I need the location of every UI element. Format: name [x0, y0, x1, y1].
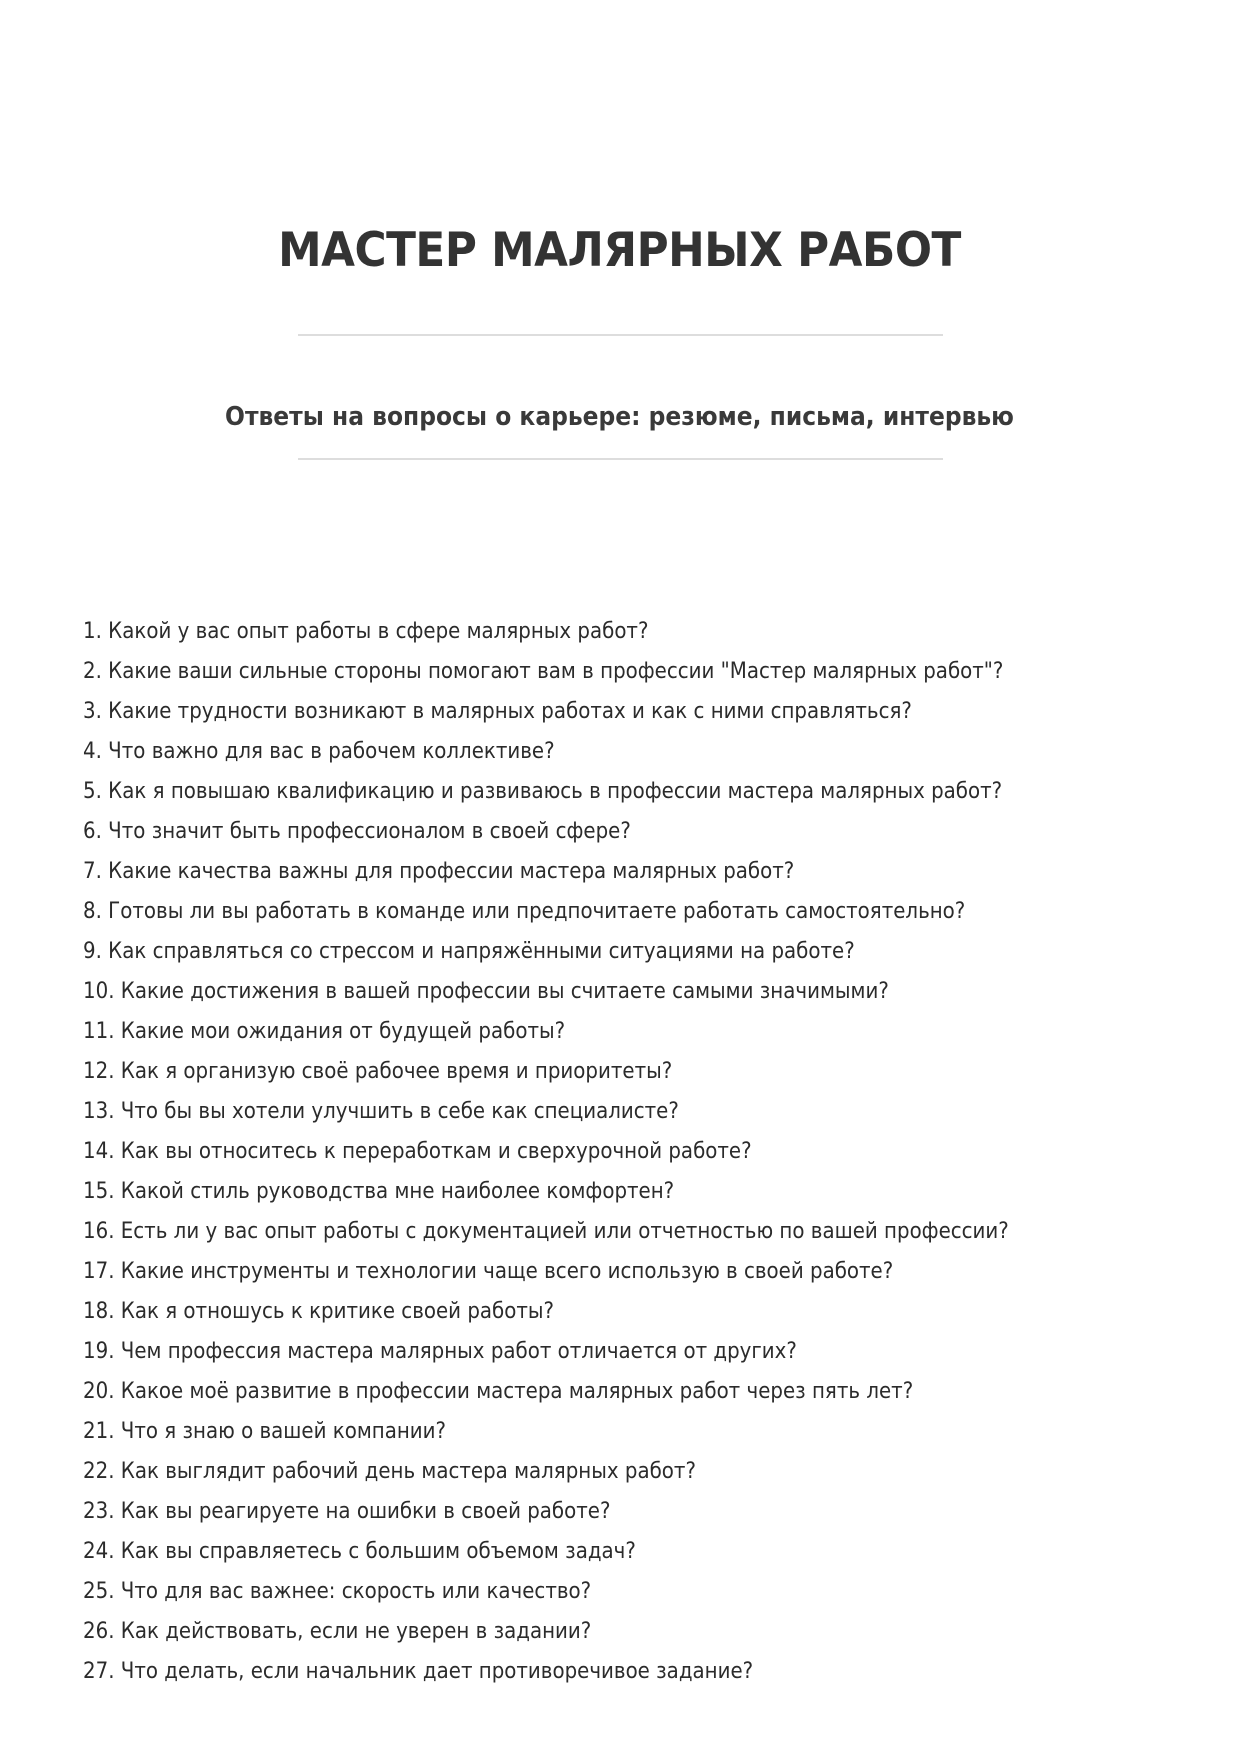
question-item: 5. Как я повышаю квалификацию и развиваюсь в профессии мастера малярных работ? — [83, 779, 1003, 804]
question-list — [83, 612, 1112, 1692]
question-item: 23. Как вы реагируете на ошибки в своей работе? — [83, 1499, 611, 1524]
question-item: 2. Какие ваши сильные стороны помогают вам в профессии "Мастер малярных работ"? — [83, 659, 1004, 684]
divider-bottom — [298, 458, 943, 460]
question-item: 20. Какое моё развитие в профессии мастера малярных работ через пять лет? — [83, 1379, 914, 1404]
question-item: 24. Как вы справляетесь с большим объемом задач? — [83, 1539, 636, 1564]
question-item: 1. Какой у вас опыт работы в сфере малярных работ? — [83, 619, 649, 644]
question-item: 25. Что для вас важнее: скорость или качество? — [83, 1579, 592, 1604]
divider-top — [298, 334, 943, 336]
document-subtitle: Ответы на вопросы о карьере: резюме, письма, интервью — [225, 401, 1014, 432]
document-title: МАСТЕР МАЛЯРНЫХ РАБОТ — [278, 223, 961, 279]
question-item: 8. Готовы ли вы работать в команде или предпочитаете работать самостоятельно? — [83, 899, 966, 924]
question-item: 16. Есть ли у вас опыт работы с документацией или отчетностью по вашей профессии? — [83, 1219, 1009, 1244]
question-item: 14. Как вы относитесь к переработкам и сверхурочной работе? — [83, 1139, 752, 1164]
question-item: 26. Как действовать, если не уверен в задании? — [83, 1619, 592, 1644]
question-item: 19. Чем профессия мастера малярных работ отличается от других? — [83, 1339, 797, 1364]
question-item: 27. Что делать, если начальник дает противоречивое задание? — [83, 1659, 754, 1684]
question-item: 22. Как выглядит рабочий день мастера малярных работ? — [83, 1459, 696, 1484]
question-item: 12. Как я организую своё рабочее время и приоритеты? — [83, 1059, 673, 1084]
question-item: 21. Что я знаю о вашей компании? — [83, 1419, 447, 1444]
question-item: 3. Какие трудности возникают в малярных работах и как с ними справляться? — [83, 699, 912, 724]
question-item: 10. Какие достижения в вашей профессии вы считаете самыми значимыми? — [83, 979, 889, 1004]
question-item: 4. Что важно для вас в рабочем коллективе? — [83, 739, 555, 764]
question-item: 15. Какой стиль руководства мне наиболее комфортен? — [83, 1179, 675, 1204]
question-item: 7. Какие качества важны для профессии мастера малярных работ? — [83, 859, 795, 884]
question-item: 9. Как справляться со стрессом и напряжёнными ситуациями на работе? — [83, 939, 855, 964]
question-item: 18. Как я отношусь к критике своей работы? — [83, 1299, 555, 1324]
question-item: 6. Что значит быть профессионалом в своей сфере? — [83, 819, 631, 844]
question-item: 13. Что бы вы хотели улучшить в себе как специалисте? — [83, 1099, 679, 1124]
question-item: 17. Какие инструменты и технологии чаще всего использую в своей работе? — [83, 1259, 894, 1284]
question-item: 11. Какие мои ожидания от будущей работы? — [83, 1019, 566, 1044]
